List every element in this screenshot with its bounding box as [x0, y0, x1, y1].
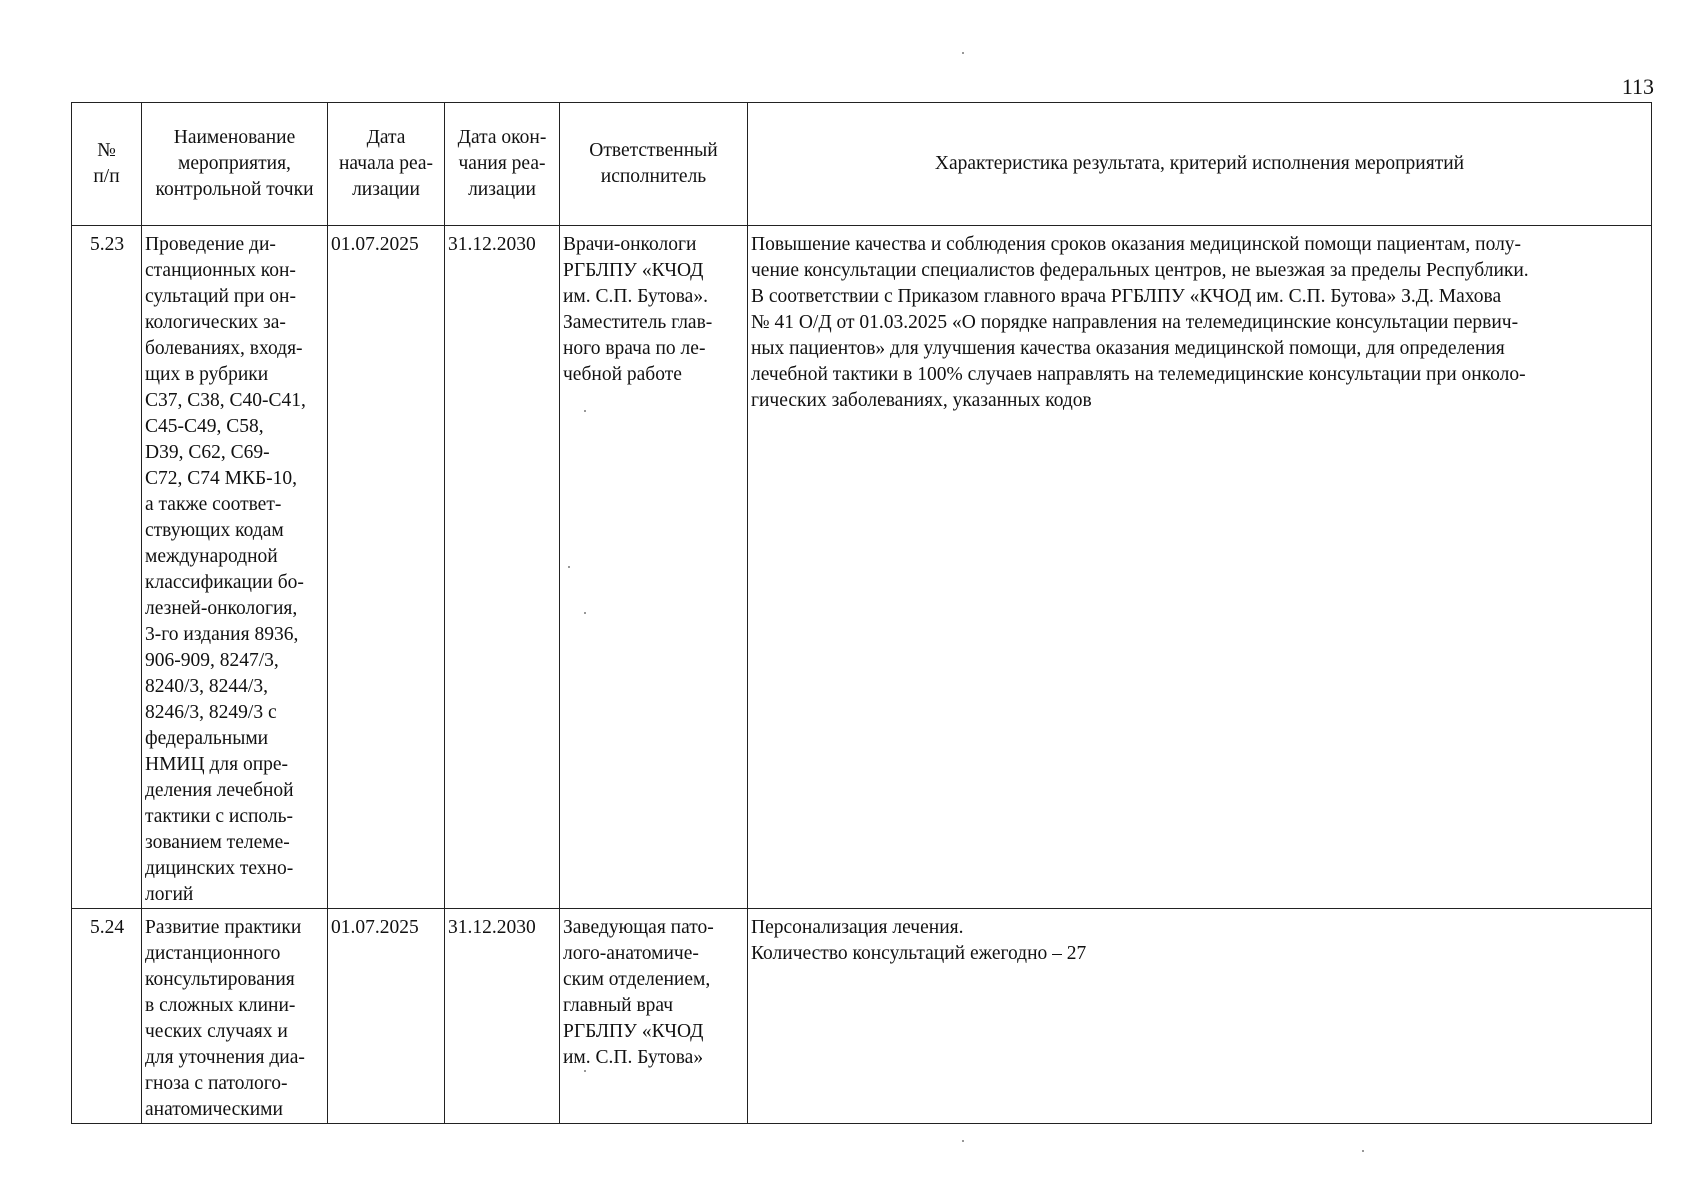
text-line: станционных кон- [145, 260, 296, 281]
row-number: 5.24 [72, 909, 142, 1124]
text-line: международной [145, 546, 278, 567]
text-line: щих в рубрики [145, 364, 269, 385]
text-line: п/п [93, 166, 120, 187]
text-line: № 41 О/Д от 01.03.2025 «О порядке направления на телемедицинские консультации первич- [751, 312, 1519, 333]
event-name-cell [142, 226, 328, 909]
text-line: C72, C74 МКБ-10, [145, 468, 298, 489]
text-line: лого-анатомиче- [563, 943, 699, 964]
text-line: 3-го издания 8936, [145, 624, 299, 645]
text-line: 8240/3, 8244/3, [145, 676, 268, 697]
text-line: гноза с патолого- [145, 1073, 288, 1094]
text-line: лечебной тактики в 100% случаев направлять на телемедицинские консультации при онколо- [751, 364, 1526, 385]
text-line: гических заболеваниях, указанных кодов [751, 390, 1092, 411]
text-line: им. С.П. Бутова». [563, 286, 708, 307]
text-line: чебной работе [563, 364, 682, 385]
table-row [72, 909, 1652, 1124]
scan-speck [962, 1140, 964, 1142]
text-line: НМИЦ для опре- [145, 754, 289, 775]
text-line: В соответствии с Приказом главного врача РГБЛПУ «КЧОД им. С.П. Бутова» З.Д. Махова [751, 286, 1502, 307]
scan-speck [584, 1070, 586, 1072]
header-result [748, 103, 1652, 226]
text-line: Ответственный [589, 140, 718, 161]
text-line: ствующих кодам [145, 520, 284, 541]
text-line: чение консультации специалистов федеральных центров, не выезжая за пределы Республики. [751, 260, 1529, 281]
header-number [72, 103, 142, 226]
result-cell [748, 226, 1652, 909]
scan-speck [568, 566, 570, 568]
result-cell [748, 909, 1652, 1124]
text-line: D39, C62, C69- [145, 442, 270, 463]
text-line: Персонализация лечения. [751, 917, 964, 938]
text-line: исполнитель [600, 166, 707, 187]
text-line: ским отделением, [563, 969, 711, 990]
text-line: Дата [366, 127, 406, 148]
end-date-cell: 31.12.2030 [445, 226, 560, 909]
header-start-date [328, 103, 445, 226]
text-line: C45-C49, C58, [145, 416, 264, 437]
text-line: 8246/3, 8249/3 с [145, 702, 277, 723]
text-line: РГБЛПУ «КЧОД [563, 260, 704, 281]
responsible-cell [560, 226, 748, 909]
text-line: а также соответ- [145, 494, 282, 515]
text-line: для уточнения диа- [145, 1047, 305, 1068]
text-line: контрольной точки [155, 179, 314, 200]
text-line: Заведующая пато- [563, 917, 714, 938]
end-date-cell: 31.12.2030 [445, 909, 560, 1124]
text-line: чания реа- [458, 153, 546, 174]
table-header-row [72, 103, 1652, 226]
row-number: 5.23 [72, 226, 142, 909]
scan-speck [584, 612, 586, 614]
text-line: лезней-онкология, [145, 598, 298, 619]
responsible-cell [560, 909, 748, 1124]
text-line: мероприятия, [178, 153, 291, 174]
text-line: Заместитель глав- [563, 312, 713, 333]
text-line: Развитие практики [145, 917, 302, 938]
event-name-cell [142, 909, 328, 1124]
text-line: анатомическими [145, 1099, 283, 1120]
text-line: в сложных клини- [145, 995, 296, 1016]
text-line: Врачи-онкологи [563, 234, 697, 255]
text-line: Дата окон- [457, 127, 547, 148]
text-line: 906-909, 8247/3, [145, 650, 279, 671]
text-line: классификации бо- [145, 572, 304, 593]
text-line: деления лечебной [145, 780, 294, 801]
scan-speck [1362, 1150, 1364, 1152]
table-row [72, 226, 1652, 909]
text-line: Проведение ди- [145, 234, 276, 255]
scan-speck [962, 52, 964, 54]
text-line: лизации [352, 179, 420, 200]
text-line: федеральными [145, 728, 269, 749]
measures-table [71, 102, 1652, 1124]
text-line: сультаций при он- [145, 286, 296, 307]
text-line: дистанционного [145, 943, 281, 964]
text-line: болеваниях, входя- [145, 338, 303, 359]
header-responsible [560, 103, 748, 226]
text-line: РГБЛПУ «КЧОД [563, 1021, 704, 1042]
text-line: Повышение качества и соблюдения сроков оказания медицинской помощи пациентам, полу- [751, 234, 1522, 255]
text-line: Наименование [173, 127, 296, 148]
text-line: начала реа- [339, 153, 433, 174]
header-end-date [445, 103, 560, 226]
header-event-name [142, 103, 328, 226]
text-line: тактики с исполь- [145, 806, 294, 827]
text-line: консультирования [145, 969, 295, 990]
text-line: им. С.П. Бутова» [563, 1047, 704, 1068]
text-line: ного врача по ле- [563, 338, 706, 359]
text-line: C37, C38, C40-C41, [145, 390, 306, 411]
text-line: логий [145, 884, 194, 905]
text-line: зованием телеме- [145, 832, 290, 853]
text-line: кологических за- [145, 312, 286, 333]
text-line: № [97, 140, 116, 161]
text-line: Количество консультаций ежегодно – 27 [751, 943, 1087, 964]
text-line: ческих случаях и [145, 1021, 288, 1042]
text-line: лизации [468, 179, 536, 200]
start-date-cell: 01.07.2025 [328, 909, 445, 1124]
page-number: 113 [1621, 74, 1654, 99]
text-line: ных пациентов» для улучшения качества оказания медицинской помощи, для определения [751, 338, 1505, 359]
start-date-cell: 01.07.2025 [328, 226, 445, 909]
text-line: Характеристика результата, критерий исполнения мероприятий [934, 153, 1465, 174]
scan-speck [584, 410, 586, 412]
text-line: главный врач [563, 995, 674, 1016]
text-line: дицинских техно- [145, 858, 294, 879]
